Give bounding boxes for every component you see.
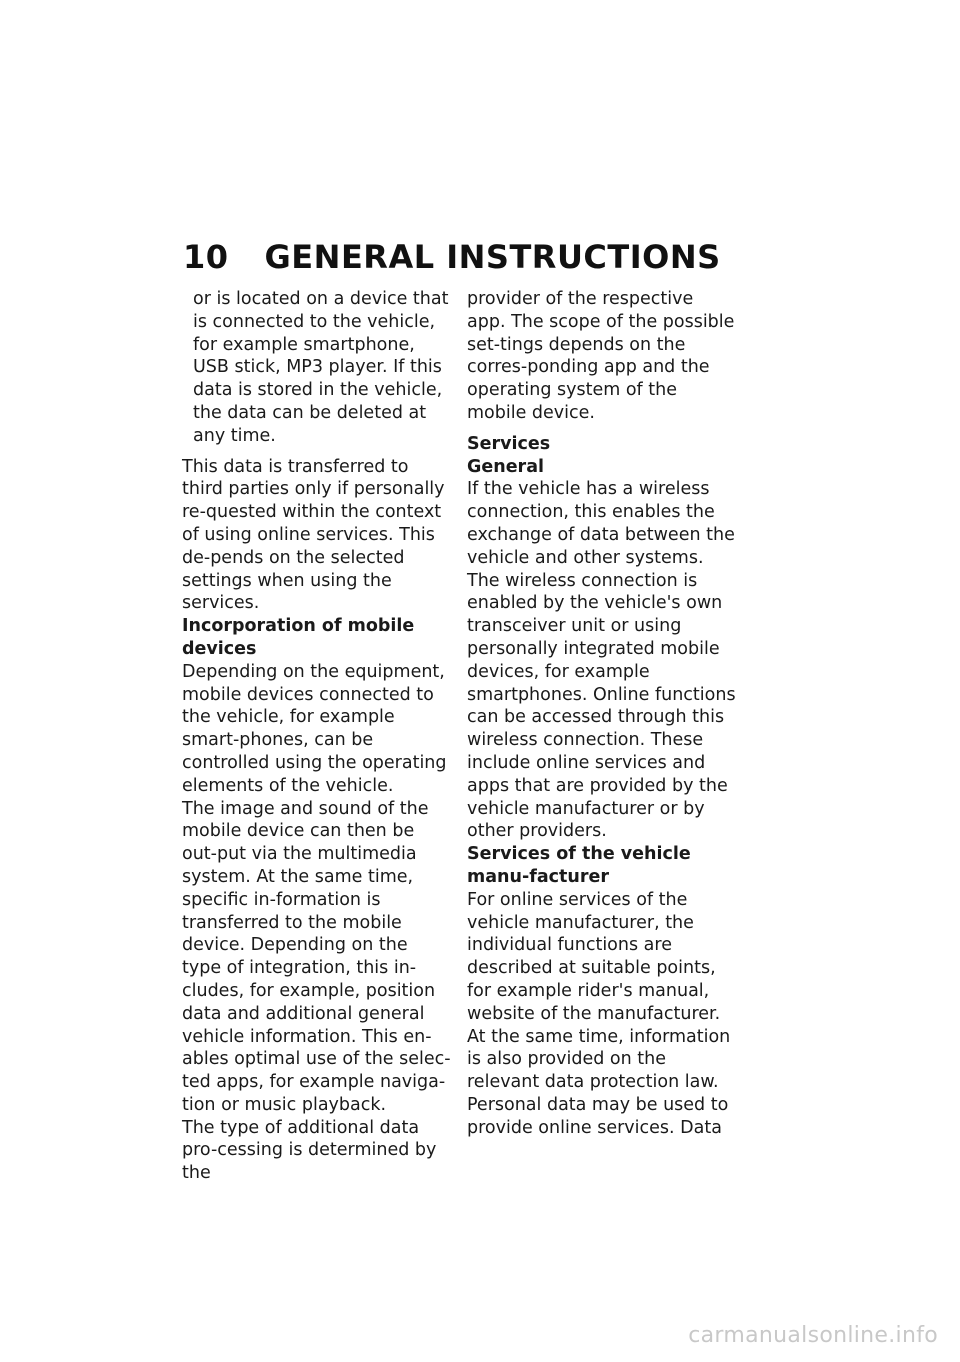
paragraph: This data is transferred to third parties only if personally re-quested within the context of using online services. This de-pends on the selected settings when using the services. bbox=[182, 456, 445, 614]
paragraph: The type of additional data pro-cessing is determined by the bbox=[182, 1117, 437, 1184]
left-column bbox=[182, 288, 452, 1185]
paragraph: Depending on the equipment, mobile devices connected to the vehicle, for example smart-phones, can be controlled using the operating elements of the vehicle. bbox=[182, 661, 447, 796]
paragraph: The image and sound of the mobile device can then be out-put via the multimedia system. At the same time, specific in-formation is transferred to the mobile device. Depending on the type of integration, this in-cludes, for example, position data and additional general vehicle information. This en-ables optimal use of the selec-ted apps, for example naviga-tion or music playback. bbox=[182, 798, 451, 1115]
page-number: 10 bbox=[183, 238, 229, 276]
paragraph: If the vehicle has a wireless connection, this enables the exchange of data between the vehicle and other systems. The wireless connection is enabled by the vehicle's own transceiver unit or using personally integrated mobile devices, for example smartphones. Online functions can be accessed through this wireless connection. These include online services and apps that are provided by the vehicle manufacturer or by other providers. bbox=[467, 479, 736, 842]
subheading: General bbox=[467, 456, 544, 477]
subheading: Services of the vehicle manu-facturer bbox=[467, 844, 691, 887]
section-heading: Services bbox=[467, 433, 551, 454]
right-column bbox=[467, 288, 737, 1139]
page-header bbox=[183, 238, 721, 276]
paragraph: provider of the respective app. The scope of the possible set-tings depends on the corres-ponding app and the operating system of the mobile device. bbox=[467, 289, 735, 423]
paragraph: or is located on a device that is connected to the vehicle, for example smartphone, USB stick, MP3 player. If this data is stored in the vehicle, the data can be deleted at any time. bbox=[193, 289, 449, 446]
section-title: GENERAL INSTRUCTIONS bbox=[264, 238, 721, 276]
subheading: Incorporation of mobile devices bbox=[182, 616, 415, 659]
paragraph: For online services of the vehicle manufacturer, the individual functions are described at suitable points, for example rider's manual, website of the manufacturer. At the same time, information is also provided on the relevant data protection law. Personal data may be used to provide online services. Data bbox=[467, 889, 731, 1138]
watermark: carmanualsonline.info bbox=[688, 1323, 938, 1348]
